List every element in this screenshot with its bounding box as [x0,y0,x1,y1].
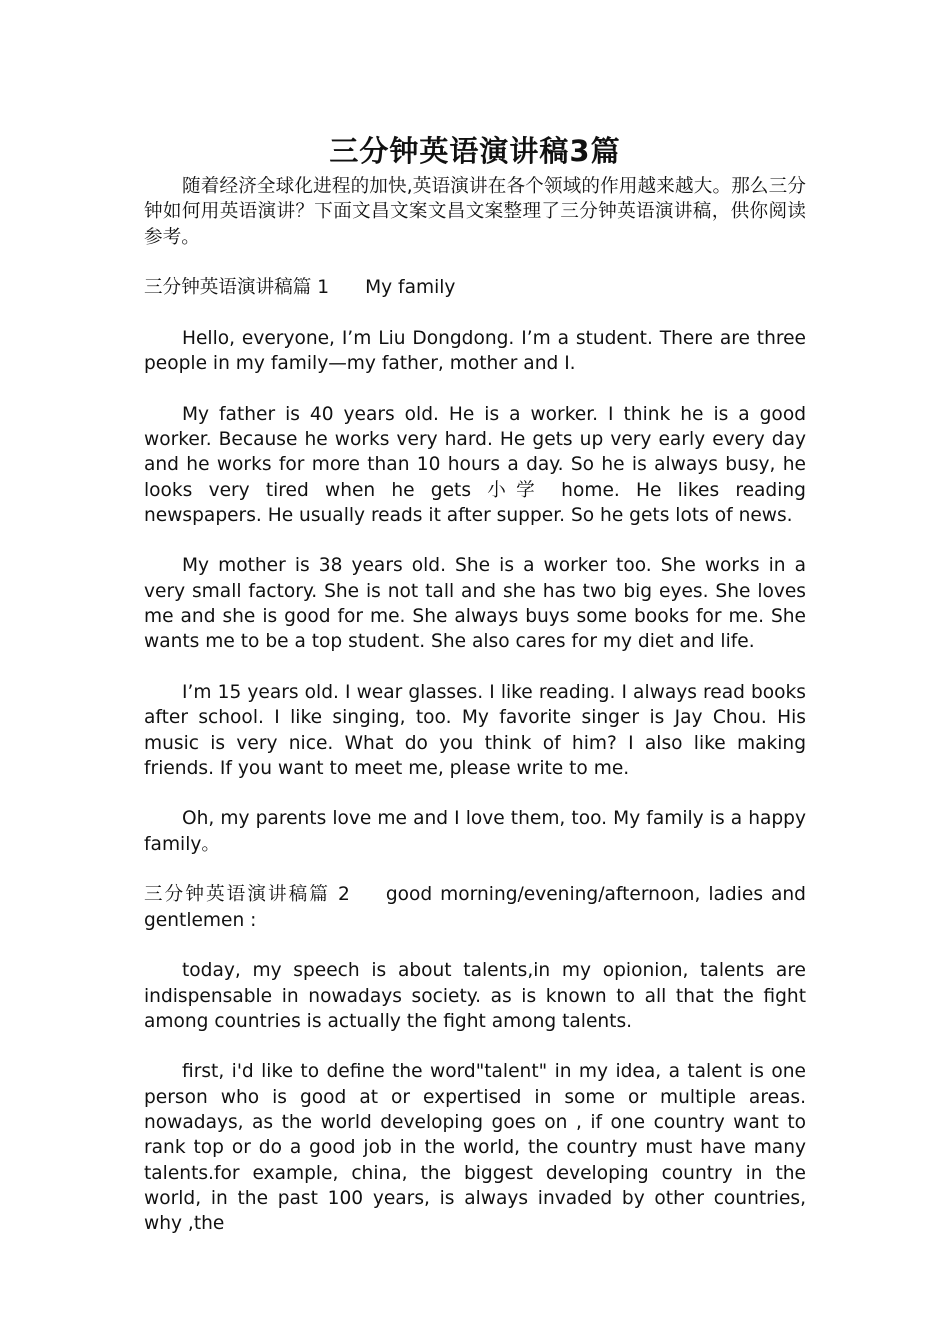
section-1-paragraph: Hello, everyone, I’m Liu Dongdong. I’m a student. There are three people in my family—my father, mother and I. [144,327,806,375]
section-2-subtitle: good morning/evening/afternoon, ladies and gentlemen : [144,884,806,931]
section-2-paragraph: first, i'd like to define the word"talent" in my idea, a talent is one person who is good at or expertised in some or multiple areas. nowadays, as the world developing goes on , if one country want to rank top or do a good job in the world, the country must have many talents.for example, china, the biggest developing country in the world, in the past 100 years, is always invaded by other countries, why ,the [144,1061,806,1235]
document-title: 三分钟英语演讲稿3篇 [329,134,621,168]
section-1-subtitle: My family [365,277,456,299]
document-page [144,130,806,1236]
section-2-label: 三分钟英语演讲稿篇 2 [144,884,350,906]
section-2-heading [144,882,806,933]
section-1-paragraph: My mother is 38 years old. She is a worker too. She works in a very small factory. She is not tall and she has two big eyes. She loves me and she is good for me. She always buys some books for me. She wants me to be a top student. She also cares for my diet and life. [144,555,806,653]
section-1-label: 三分钟英语演讲稿篇 1 [144,277,330,299]
intro-paragraph: 随着经济全球化进程的加快,英语演讲在各个领域的作用越来越大。那么三分钟如何用英语演讲？下面文昌文案文昌文案整理了三分钟英语演讲稿，供你阅读参考。 [144,176,806,248]
section-1-heading [144,275,806,300]
section-2-paragraph: today, my speech is about talents,in my opionion, talents are indispensable in nowadays society. as is known to all that the fight among countries is actually the fight among talents. [144,960,806,1032]
section-1-paragraph: My father is 40 years old. He is a worker. I think he is a good worker. Because he works very hard. He gets up very early every day and he works for more than 10 hours a day. So he is always busy, he looks very tired when he gets 小学 home. He likes reading newspapers. He usually reads it after supper. So he gets lots of news. [144,403,806,526]
section-1-paragraph: I’m 15 years old. I wear glasses. I like reading. I always read books after school. I like singing, too. My favorite singer is Jay Chou. His music is very nice. What do you think of him? I also like making friends. If you want to meet me, please write to me. [144,681,806,779]
section-1-paragraph: Oh, my parents love me and I love them, too. My family is a happy family。 [144,808,806,855]
